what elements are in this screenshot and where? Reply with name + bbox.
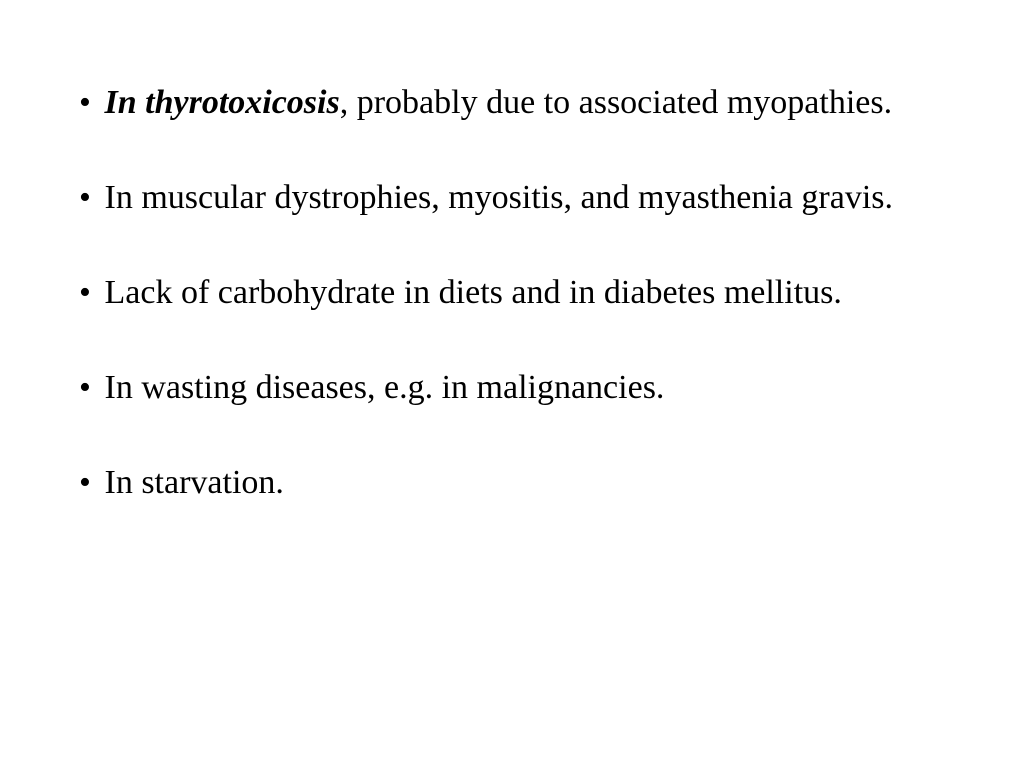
item-text: Lack of carbohydrate in diets and in diabetes mellitus. <box>104 274 842 311</box>
item-text: In starvation. <box>104 464 284 501</box>
bullet-item-wasting-diseases <box>79 364 919 412</box>
bullet-icon: • <box>79 369 91 406</box>
bullet-item-muscular-dystrophies <box>79 174 919 222</box>
bullet-item-thyrotoxicosis <box>79 79 919 127</box>
bullet-item-carbohydrate <box>79 269 919 317</box>
item-text: , probably due to associated myopathies. <box>339 84 893 121</box>
item-text: In muscular dystrophies, myositis, and myasthenia gravis. <box>104 179 893 216</box>
bullet-icon: • <box>79 464 91 501</box>
bullet-item-starvation <box>79 459 919 507</box>
emphasis-text: In thyrotoxicosis <box>104 84 340 121</box>
bullet-list <box>79 79 919 554</box>
bullet-icon: • <box>79 179 91 216</box>
bullet-icon: • <box>79 84 91 121</box>
bullet-icon: • <box>79 274 91 311</box>
item-text: In wasting diseases, e.g. in malignancies. <box>104 369 665 406</box>
